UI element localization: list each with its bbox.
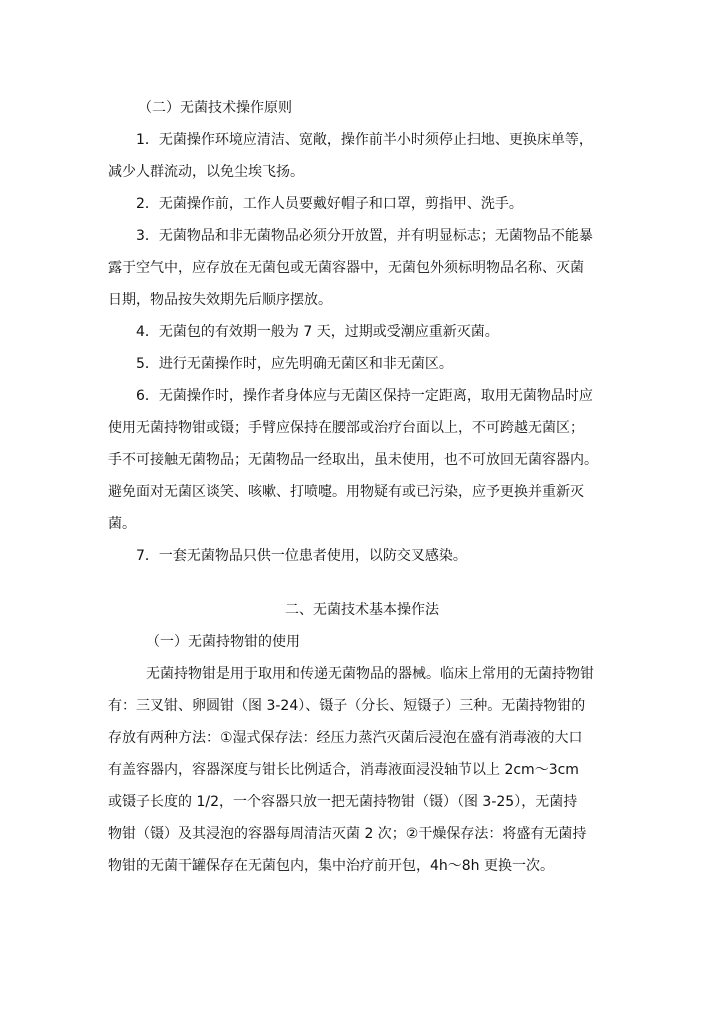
principle-1-line-2: 减少人群流动，以免尘埃飞扬。 [108, 164, 304, 180]
principle-3-line-3: 日期，物品按失效期先后顺序摆放。 [108, 292, 332, 308]
principle-2: 2．无菌操作前，工作人员要戴好帽子和口罩，剪指甲、洗手。 [136, 196, 523, 212]
forceps-paragraph-line-7: 物钳的无菌干罐保存在无菌包内，集中治疗前开包，4h～8h 更换一次。 [108, 858, 555, 874]
forceps-paragraph-line-4: 有盖容器内，容器深度与钳长比例适合，消毒液面浸没轴节以上 2cm～3cm [108, 762, 579, 778]
forceps-paragraph-line-1: 无菌持物钳是用于取用和传递无菌物品的器械。临床上常用的无菌持物钳 [146, 666, 594, 682]
forceps-paragraph-line-3: 存放有两种方法：①湿式保存法：经压力蒸汽灭菌后浸泡在盛有消毒液的大口 [108, 730, 583, 746]
principle-7: 7．一套无菌物品只供一位患者使用，以防交叉感染。 [136, 548, 467, 564]
forceps-paragraph-line-2: 有：三叉钳、卵圆钳（图 3-24）、镊子（分长、短镊子）三种。无菌持物钳的 [108, 698, 586, 714]
principle-6-line-5: 菌。 [108, 516, 136, 532]
section-title-basic-operations: 二、无菌技术基本操作法 [285, 602, 439, 618]
principle-4: 4．无菌包的有效期一般为 7 天，过期或受潮应重新灭菌。 [136, 324, 499, 340]
subheading-sterile-forceps: （一）无菌持物钳的使用 [146, 634, 300, 650]
section-heading-aseptic-principles: （二）无菌技术操作原则 [138, 100, 292, 116]
principle-3-line-1: 3．无菌物品和非无菌物品必须分开放置，并有明显标志；无菌物品不能暴 [136, 228, 593, 244]
principle-1-line-1: 1．无菌操作环境应清洁、宽敞，操作前半小时须停止扫地、更换床单等， [136, 132, 593, 148]
principle-5: 5．进行无菌操作时，应先明确无菌区和非无菌区。 [136, 356, 453, 372]
forceps-paragraph-line-5: 或镊子长度的 1/2，一个容器只放一把无菌持物钳（镊）（图 3-25），无菌持 [108, 794, 578, 810]
forceps-paragraph-line-6: 物钳（镊）及其浸泡的容器每周清洁灭菌 2 次；②干燥保存法：将盛有无菌持 [108, 826, 587, 842]
principle-6-line-2: 使用无菌持物钳或镊；手臂应保持在腰部或治疗台面以上，不可跨越无菌区； [108, 420, 584, 436]
principle-6-line-4: 避免面对无菌区谈笑、咳嗽、打喷嚏。用物疑有或已污染，应予更换并重新灭 [108, 484, 584, 500]
principle-3-line-2: 露于空气中，应存放在无菌包或无菌容器中，无菌包外须标明物品名称、灭菌 [108, 260, 584, 276]
principle-6-line-1: 6．无菌操作时，操作者身体应与无菌区保持一定距离，取用无菌物品时应 [136, 388, 593, 404]
principle-6-line-3: 手不可接触无菌物品；无菌物品一经取出，虽未使用，也不可放回无菌容器内。 [108, 452, 598, 468]
